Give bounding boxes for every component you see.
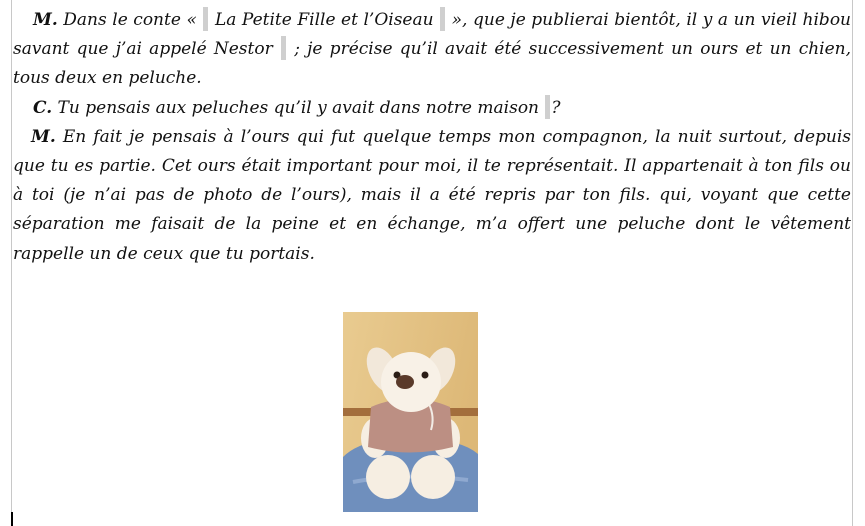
text-run: Tu pensais aux peluches qu’il y avait dans notre maison: [52, 97, 539, 118]
teddy-photo[interactable]: [343, 312, 478, 512]
text-run: En fait je pensais à l’ours qui fut quelque temps mon compagnon, la nuit surtout, depuis que tu es partie. Cet ours était important pour moi, il te représentait. Il appartenait à ton fils ou à toi (je n’ai pas de photo de l’ours), mais il a été repris par ton fils. qui, voyant que cette séparation me faisait de la peine et en échange, m’a offert une peluche dont le vêtement rappelle un de ceux que tu portais.: [13, 126, 851, 264]
formatting-mark: [281, 36, 286, 60]
paragraph-3[interactable]: [13, 123, 851, 269]
formatting-mark: [203, 7, 208, 31]
text-cursor: [11, 512, 13, 526]
page-left-border: [11, 0, 12, 526]
text-run: », que je publierai bientôt, il y a un vieil hibou savant que j’ai appelé Nestor: [13, 10, 852, 60]
bear-right-leg: [411, 455, 455, 499]
text-run: Dans le conte «: [57, 10, 197, 30]
document-body[interactable]: [13, 6, 851, 269]
formatting-mark: [545, 95, 550, 119]
speaker-label: M.: [31, 126, 56, 147]
teddy-illustration: [343, 312, 478, 512]
speaker-label: C.: [33, 97, 53, 118]
paragraph-2[interactable]: [13, 94, 851, 123]
book-title: La Petite Fille et l’Oiseau: [214, 10, 434, 30]
formatting-mark: [440, 7, 445, 31]
page-right-border: [852, 0, 853, 526]
text-run: ?: [551, 97, 561, 118]
bear-right-eye: [422, 372, 429, 379]
bear-left-leg: [366, 455, 410, 499]
bear-nose: [396, 375, 414, 389]
text-run: ; je précise qu’il avait été successivement un ours et un chien, tous deux en peluche.: [13, 39, 852, 89]
paragraph-1[interactable]: [13, 6, 851, 94]
speaker-label: M.: [33, 10, 58, 30]
